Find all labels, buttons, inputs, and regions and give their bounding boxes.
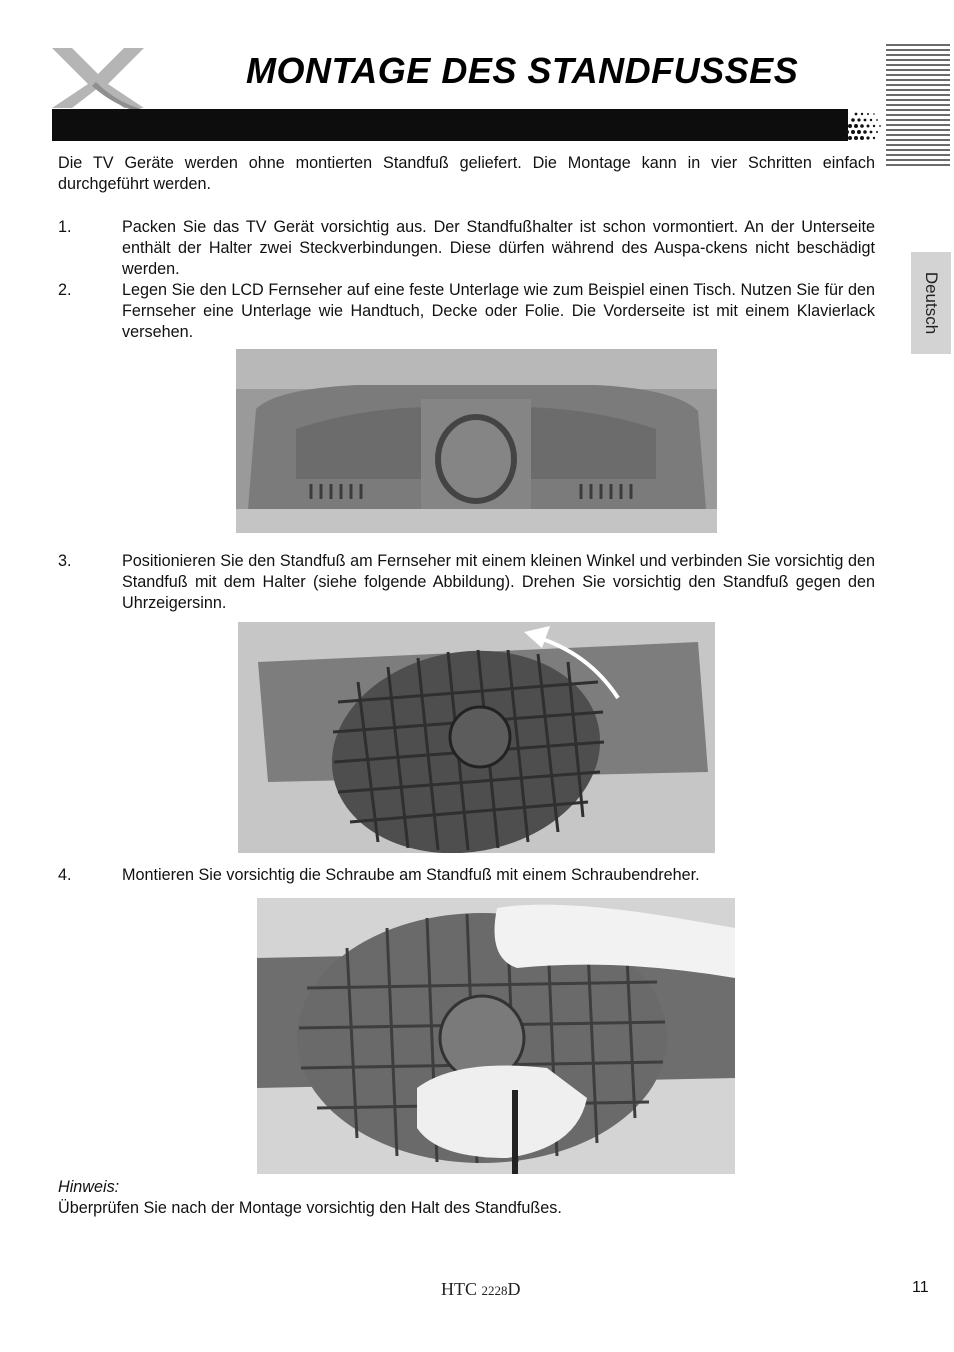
step-3-number: 3. <box>58 552 72 570</box>
photo-stand-screwdriver <box>257 898 735 1174</box>
photo-tv-back-holder <box>236 349 717 533</box>
brand-logo <box>48 44 148 110</box>
step-1-number: 1. <box>58 218 72 236</box>
footer-model-number: 2228 <box>481 1283 508 1298</box>
step-4-text: Montieren Sie vorsichtig die Schraube am Standfuß mit einem Schraubendreher. <box>122 866 700 884</box>
step-1-text: Packen Sie das TV Gerät vorsichtig aus. Der Standfußhalter ist schon vormontiert. An der Unterseite enthält der Halter zwei Steckverbindungen. Diese dürfen während des Auspa-ckens nicht beschädigt werden. <box>122 218 875 278</box>
corner-stripes-decoration <box>886 44 950 172</box>
footer-model <box>441 1279 521 1300</box>
step-4-number: 4. <box>58 866 72 884</box>
language-tab <box>911 252 951 354</box>
language-tab-label: Deutsch <box>922 271 941 335</box>
step-2-number: 2. <box>58 281 72 299</box>
note-text: Überprüfen Sie nach der Montage vorsichtig den Halt des Standfußes. <box>58 1199 562 1217</box>
page-number: 11 <box>912 1279 929 1296</box>
header-bar <box>52 109 848 141</box>
photo-stand-rotation <box>238 622 715 853</box>
step-2-text: Legen Sie den LCD Fernseher auf eine feste Unterlage wie zum Beispiel einen Tisch. Nutzen Sie für den Fernseher eine Unterlage wie Handtuch, Decke oder Folie. Die Vorderseite ist mit einem Klavierlack versehen. <box>122 281 875 341</box>
page-title: MONTAGE DES STANDFUSSES <box>246 50 799 91</box>
intro-paragraph: Die TV Geräte werden ohne montierten Standfuß geliefert. Die Montage kann in vier Schritten einfach durchgeführt werden. <box>58 154 875 193</box>
footer-model-suffix: D <box>507 1279 521 1299</box>
footer-model-prefix: HTC <box>441 1279 482 1299</box>
note-label: Hinweis: <box>58 1178 120 1196</box>
step-3-text: Positionieren Sie den Standfuß am Fernseher mit einem kleinen Winkel und verbinden Sie vorsichtig den Standfuß mit dem Halter (siehe folgende Abbildung). Drehen Sie vorsichtig den Standfuß gegen den Uhrzeigersinn. <box>122 552 875 612</box>
header-dots-decoration <box>840 108 886 142</box>
